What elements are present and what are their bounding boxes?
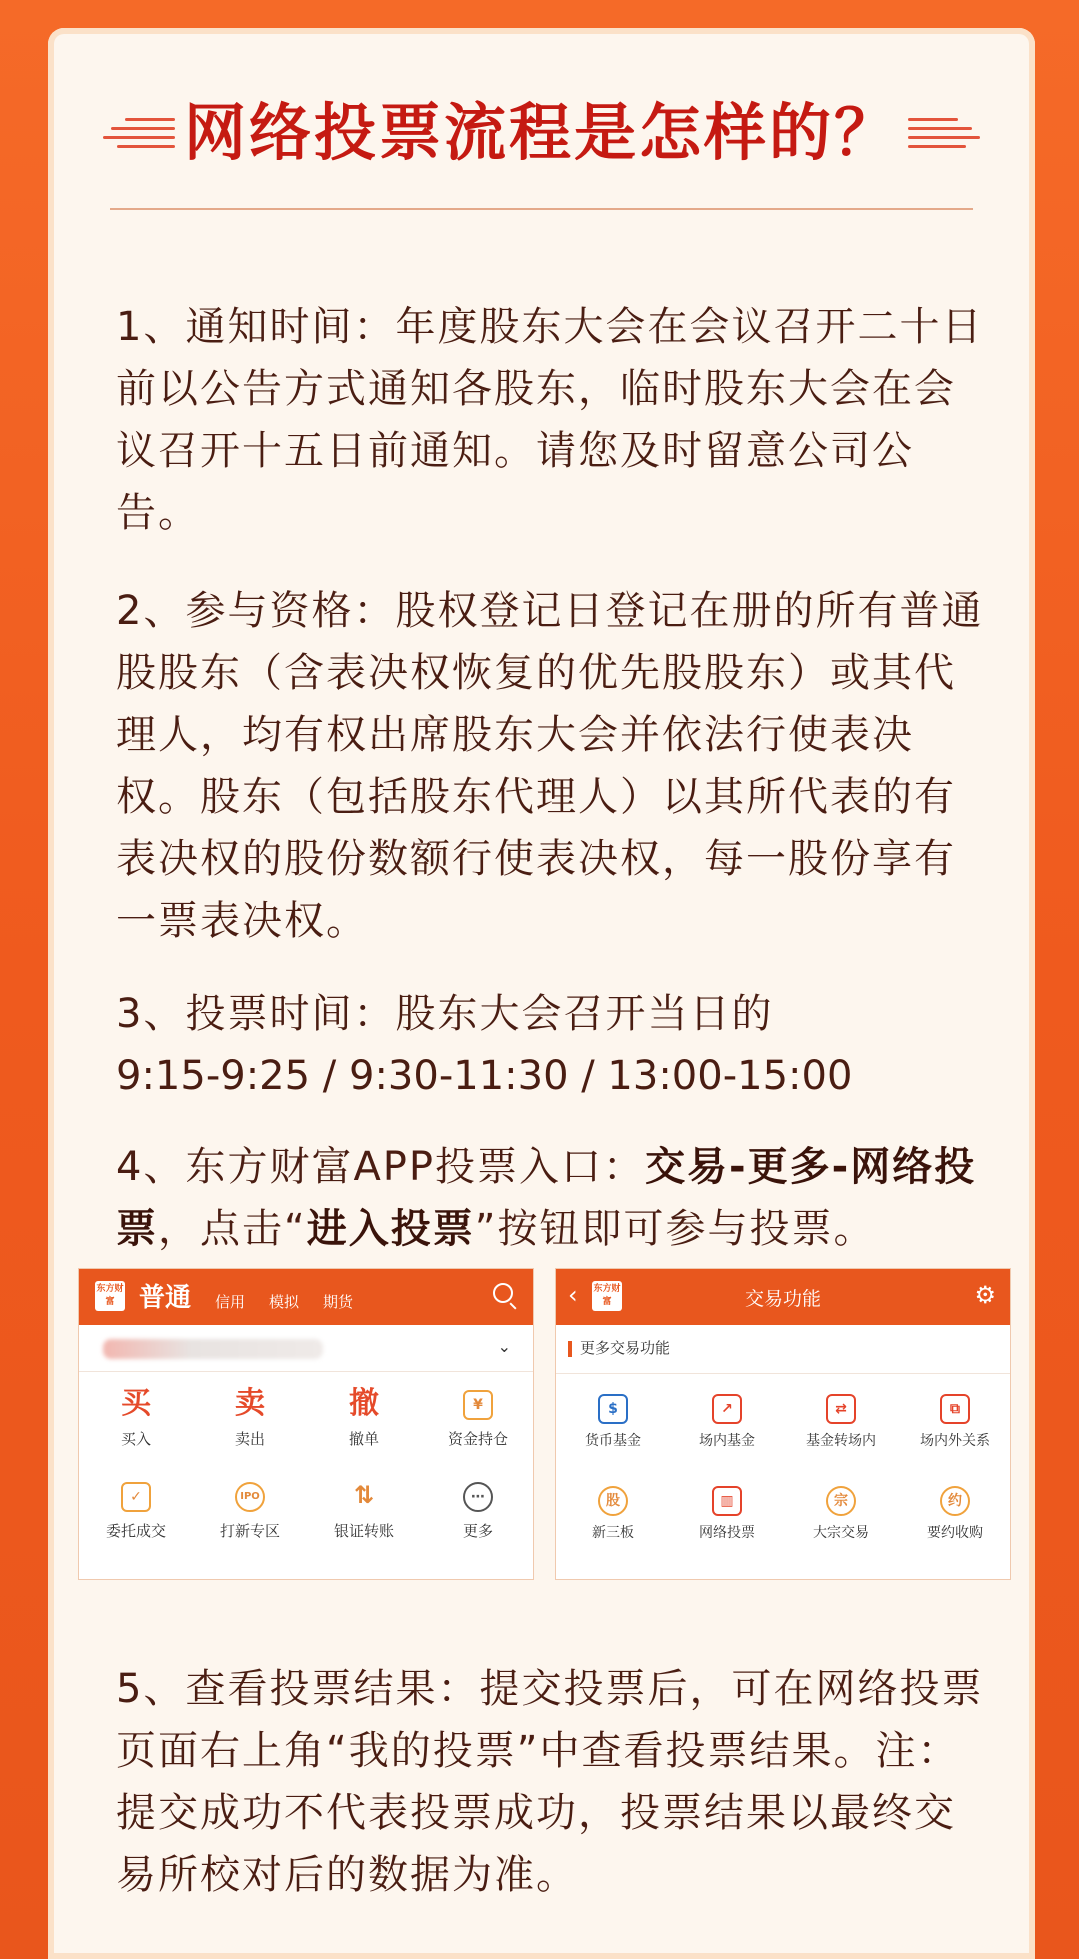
page-title: 网络投票流程是怎样的？ (183, 96, 899, 169)
trade-home-header (79, 1269, 533, 1325)
neeq-button[interactable] (556, 1486, 670, 1542)
app-entry-suffix: ”按钮即可参与投票。 (474, 1206, 876, 1252)
exchange-fund-label: 场内基金 (699, 1433, 755, 1449)
tender-offer-button[interactable] (898, 1486, 1011, 1542)
title-row (48, 88, 1035, 178)
fund-relation-button[interactable] (898, 1394, 1011, 1450)
fund-relation-label: 场内外关系 (920, 1433, 990, 1449)
section-marker (568, 1341, 572, 1357)
positions-label: 资金持仓 (447, 1430, 508, 1448)
paragraph-view-results: 5、查看投票结果：提交投票后，可在网络投票页面右上角“我的投票”中查看投票结果。注：提交成功不代表投票成功，投票结果以最终交易所校对后的数据为准。 (116, 1666, 984, 1898)
screenshot-trade-home (78, 1268, 534, 1580)
dollar-icon: $ (598, 1394, 628, 1424)
online-voting-label: 网络投票 (699, 1525, 755, 1541)
account-selector[interactable] (79, 1325, 533, 1372)
tab-futures[interactable]: 期货 (323, 1293, 354, 1311)
trade-functions-header (556, 1269, 1010, 1325)
voting-time-label: 3、投票时间：股东大会召开当日的 (116, 991, 774, 1037)
logo: 东方财富 (592, 1281, 622, 1311)
paragraph-voting-time (116, 983, 986, 1107)
tab-normal[interactable]: 普通 (139, 1283, 192, 1313)
more-label: 更多 (462, 1522, 493, 1540)
section-title: 更多交易功能 (580, 1339, 671, 1357)
app-entry-prefix: 4、东方财富APP投票入口： (116, 1144, 646, 1190)
orders-label: 委托成交 (105, 1522, 166, 1540)
fund-to-exchange-label: 基金转场内 (806, 1433, 876, 1449)
money-fund-button[interactable] (556, 1394, 670, 1450)
paragraph-eligibility: 2、参与资格：股权登记日登记在册的所有普通股股东（含表决权恢复的优先股股东）或其代理人，均有权出席股东大会并依法行使表决权。股东（包括股东代理人）以其所代表的有表决权的股份数额行使表决权，每一股份享有一票表决权。 (116, 588, 984, 944)
orders-button[interactable] (79, 1476, 193, 1541)
app-entry-path: 交易-更多-网络投票 (116, 1144, 977, 1252)
block-trade-button[interactable] (784, 1486, 898, 1542)
app-entry-mid: ，点击“ (158, 1206, 307, 1252)
search-icon[interactable] (493, 1283, 513, 1303)
logo: 东方财富 (95, 1281, 125, 1311)
tab-simulated[interactable]: 模拟 (269, 1293, 300, 1311)
bank-transfer-label: 银证转账 (333, 1522, 394, 1540)
ipo-button[interactable] (193, 1476, 307, 1541)
positions-button[interactable] (421, 1384, 534, 1449)
transfer-icon: ⇅ (353, 1481, 375, 1509)
buy-label: 买入 (120, 1430, 151, 1448)
neeq-label: 新三板 (592, 1525, 634, 1541)
title-decoration-right-icon (908, 118, 980, 148)
stock-icon: 股 (598, 1486, 628, 1516)
voting-time-slots: 9:15-9:25 / 9:30-11:30 / 13:00-15:00 (116, 1053, 853, 1099)
exchange-fund-button[interactable] (670, 1394, 784, 1450)
order-check-icon: ✓ (121, 1482, 151, 1512)
block-trade-icon: 宗 (826, 1486, 856, 1516)
more-button[interactable] (421, 1476, 534, 1541)
online-voting-button[interactable] (670, 1486, 784, 1542)
title-divider (110, 208, 973, 210)
swap-icon: ⇄ (826, 1394, 856, 1424)
buy-icon: 买 (121, 1386, 151, 1421)
block-trade-label: 大宗交易 (813, 1525, 869, 1541)
cancel-order-label: 撤单 (348, 1430, 379, 1448)
trend-chart-icon: ↗ (712, 1394, 742, 1424)
sell-label: 卖出 (234, 1430, 265, 1448)
paragraph-app-entry (116, 1136, 986, 1260)
ipo-label: 打新专区 (219, 1522, 280, 1540)
back-icon[interactable]: ‹ (568, 1281, 578, 1309)
content-card (48, 28, 1035, 1959)
app-entry-button-name: 进入投票 (306, 1206, 475, 1252)
copy-icon: ⧉ (940, 1394, 970, 1424)
buy-button[interactable] (79, 1384, 193, 1449)
tender-offer-label: 要约收购 (927, 1525, 983, 1541)
fund-to-exchange-button[interactable] (784, 1394, 898, 1450)
sell-button[interactable] (193, 1384, 307, 1449)
trade-functions-title: 交易功能 (744, 1288, 821, 1310)
ipo-icon: IPO (235, 1482, 265, 1512)
bank-transfer-button[interactable] (307, 1476, 421, 1541)
gear-icon[interactable]: ⚙ (974, 1281, 996, 1309)
cancel-order-icon: 撤 (349, 1386, 379, 1421)
money-fund-label: 货币基金 (585, 1433, 641, 1449)
more-functions-section (556, 1325, 1010, 1374)
more-icon: ⋯ (463, 1482, 493, 1512)
yuan-icon: ¥ (463, 1390, 493, 1420)
cancel-order-button[interactable] (307, 1384, 421, 1449)
sell-icon: 卖 (235, 1386, 265, 1421)
screenshot-trade-functions (555, 1268, 1011, 1580)
tab-credit[interactable]: 信用 (215, 1293, 246, 1311)
chevron-down-icon[interactable]: ⌄ (497, 1337, 511, 1356)
account-info-blurred (103, 1339, 323, 1359)
tender-offer-icon: 约 (940, 1486, 970, 1516)
paragraph-notice-time: 1、通知时间：年度股东大会在会议召开二十日前以公告方式通知各股东，临时股东大会在会议召开十五日前通知。请您及时留意公司公告。 (116, 304, 984, 536)
bar-chart-icon: ▥ (712, 1486, 742, 1516)
